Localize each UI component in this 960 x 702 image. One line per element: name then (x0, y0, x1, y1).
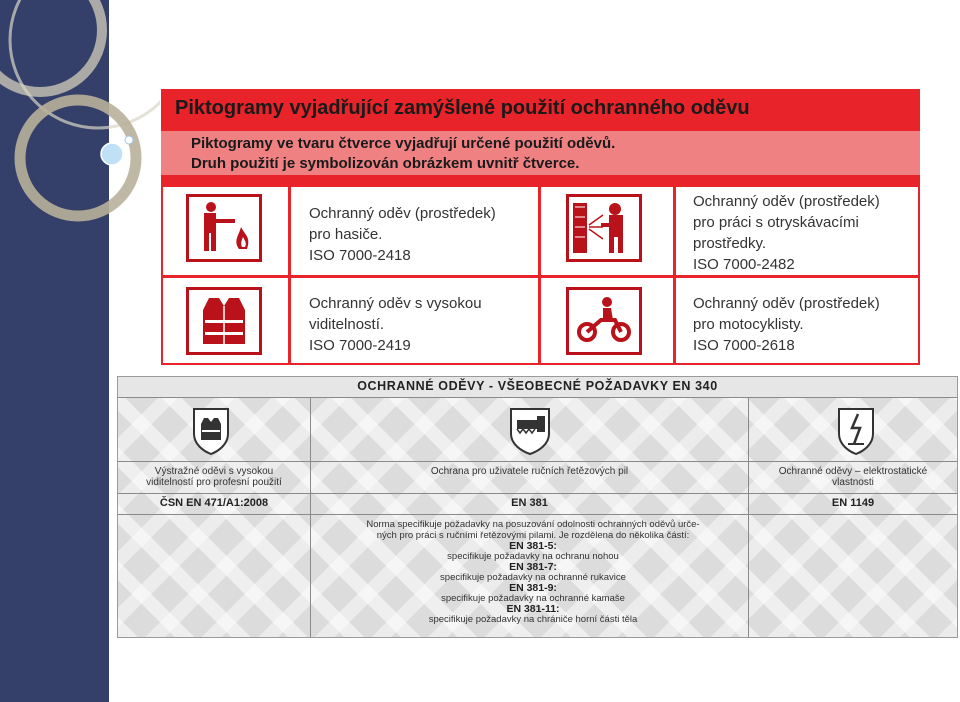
chainsaw-shield-icon (508, 406, 552, 456)
motorcycle-description (693, 293, 880, 356)
grid-line (161, 175, 163, 365)
grid-line (118, 514, 957, 515)
blasting-icon (566, 194, 642, 262)
part-code: EN 381-7: (509, 561, 557, 573)
grid-line (538, 187, 541, 365)
pictogram-table-title: Piktogramy vyjadřující zamýšlené použití ochranného oděvu (175, 97, 750, 119)
part-code: EN 381-5: (509, 540, 557, 552)
grid-line (288, 187, 291, 365)
grid-line (161, 363, 920, 365)
electrostatic-shield-icon (836, 406, 876, 456)
text-line: prostředky. (693, 235, 767, 252)
en381-details (313, 520, 753, 625)
requirements-table-header (118, 377, 957, 398)
vest-shield-icon (191, 406, 231, 456)
col2-standard: EN 381 (511, 497, 548, 509)
pictogram-table-subtitle-2: Druh použití je symbolizován obrázkem uvnitř čtverce. (191, 155, 580, 172)
text-line: Ochranný oděv (prostředek) (693, 193, 880, 210)
part-text: specifikuje požadavky na ochranné kamaše (441, 592, 625, 604)
text-line: Ochranný oděv (prostředek) (309, 205, 496, 222)
grid-line (161, 175, 920, 187)
text-line: ISO 7000-2418 (309, 247, 411, 264)
grid-line (118, 493, 957, 494)
text-line: pro motocyklisty. (693, 316, 804, 333)
part-text: specifikuje požadavky na ochranu nohou (447, 550, 619, 562)
pictogram-table-title-bar (161, 89, 920, 131)
col2-description: Ochrana pro uživatele ručních řetězových pil (430, 466, 629, 477)
grid-line (918, 175, 920, 365)
text-line: vlastnosti (832, 477, 874, 488)
col1-standard: ČSN EN 471/A1:2008 (159, 497, 269, 509)
text-line: Ochranný oděv (prostředek) (693, 295, 880, 312)
grid-line (118, 461, 957, 462)
pictogram-table-subtitle-1: Piktogramy ve tvaru čtverce vyjadřují určené použití oděvů. (191, 135, 616, 152)
col3-standard: EN 1149 (831, 497, 875, 509)
text-line: Výstražné oděvi s vysokou (154, 466, 274, 477)
decorative-rings (0, 0, 160, 240)
text-line: ISO 7000-2419 (309, 337, 411, 354)
text-line: ISO 7000-2482 (693, 256, 795, 273)
firefighter-description (309, 203, 496, 266)
text-line: Ochranný oděv s vysokou (309, 295, 482, 312)
hi-vis-description (309, 293, 482, 356)
part-text: specifikuje požadavky na ochranné rukavice (440, 571, 626, 583)
text-line: ISO 7000-2618 (693, 337, 795, 354)
part-code: EN 381-9: (509, 582, 557, 594)
pictogram-table (161, 89, 920, 365)
grid-line (673, 187, 676, 365)
part-code: EN 381-11: (506, 603, 560, 615)
requirements-table-title: OCHRANNÉ ODĚVY - VŠEOBECNÉ POŽADAVKY EN 340 (357, 379, 718, 393)
pictogram-table-subtitle-bar (161, 131, 920, 175)
requirements-table (117, 376, 958, 638)
blasting-description (693, 191, 880, 275)
text-line: ných pro práci s ručními řetězovými pilami. Je rozdělena do několika částí: (376, 529, 690, 541)
text-line: Ochranné oděvy – elektrostatické (778, 466, 928, 477)
text-line: viditelností pro profesní použití (146, 477, 282, 488)
text-line: pro hasiče. (309, 226, 383, 243)
motorcycle-icon (566, 287, 642, 355)
text-line: Norma specifikuje požadavky na posuzování odolnosti ochranných oděvů urče- (366, 519, 700, 530)
firefighter-icon (186, 194, 262, 262)
text-line: viditelností. (309, 316, 385, 333)
part-text: specifikuje požadavky na chrániče horní části těla (428, 613, 638, 625)
grid-line (310, 397, 311, 637)
text-line: pro práci s otryskávacími (693, 214, 859, 231)
hi-vis-vest-icon (186, 287, 262, 355)
col3-description (749, 466, 957, 488)
col1-description (118, 466, 310, 488)
